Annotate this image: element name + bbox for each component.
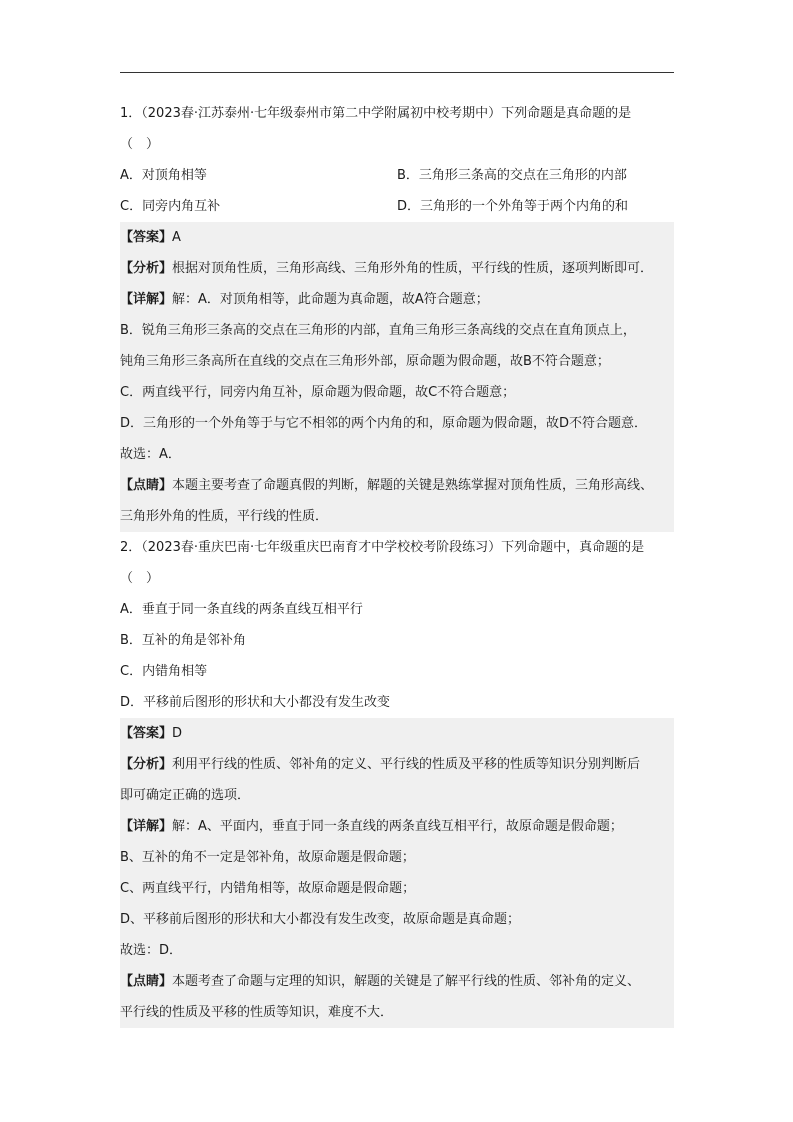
answer-tag: 【答案】	[120, 726, 173, 741]
q1-option-c: C．同旁内角互补	[120, 199, 221, 214]
answer-value: A	[172, 230, 181, 245]
analysis-tag: 【分析】	[120, 757, 173, 772]
q2-analysis-2: 即可确定正确的选项．	[120, 788, 251, 803]
q2-option-c: C．内错角相等	[120, 664, 208, 679]
q1-answer	[120, 222, 674, 253]
q2-comment-1	[120, 966, 674, 997]
detail-tag: 【详解】	[120, 292, 173, 307]
q1-options-row-2	[120, 191, 674, 222]
document-body	[120, 98, 674, 1028]
q1-detail-3: 钝角三角形三条高所在直线的交点在三角形外部，原命题为假命题，故B不符合题意；	[120, 354, 610, 369]
answer-value: D	[172, 726, 183, 741]
q2-answer	[120, 718, 674, 749]
detail-tag: 【详解】	[120, 819, 173, 834]
q2-option-b: B．互补的角是邻补角	[120, 633, 246, 648]
q2-detail-1	[120, 811, 674, 842]
header-rule	[120, 72, 674, 73]
comment-text: 本题主要考查了命题真假的判断，解题的关键是熟练掌握对顶角性质，三角形高线、	[172, 478, 654, 493]
q2-comment-2: 平行线的性质及平移的性质等知识，难度不大．	[120, 1005, 394, 1020]
q1-option-d: D．三角形的一个外角等于两个内角的和	[397, 199, 629, 214]
analysis-text: 根据对顶角性质，三角形高线、三角形外角的性质，平行线的性质，逐项判断即可．	[172, 261, 654, 276]
q1-detail-1	[120, 284, 674, 315]
q2-detail-3: C、两直线平行，内错角相等，故原命题是假命题；	[120, 881, 416, 896]
q1-comment-2: 三角形外角的性质，平行线的性质．	[120, 509, 329, 524]
q1-detail-5: D．三角形的一个外角等于与它不相邻的两个内角的和，原命题为假命题，故D不符合题意．	[120, 416, 648, 431]
answer-tag: 【答案】	[120, 230, 173, 245]
q2-analysis-1	[120, 749, 674, 780]
q2-stem: 2．（2023春·重庆巴南·七年级重庆巴南育才中学校校考阶段练习）下列命题中，真命题的是	[120, 540, 645, 555]
q1-options-row-1	[120, 160, 674, 191]
detail-text: 解：A、平面内，垂直于同一条直线的两条直线互相平行，故原命题是假命题；	[172, 819, 623, 834]
q2-option-a: A．垂直于同一条直线的两条直线互相平行	[120, 602, 363, 617]
q2-detail-4: D、平移前后图形的形状和大小都没有发生改变，故原命题是真命题；	[120, 912, 521, 927]
q1-choose: 故选：A．	[120, 447, 181, 462]
q1-option-b: B．三角形三条高的交点在三角形的内部	[397, 168, 627, 183]
comment-tag: 【点睛】	[120, 974, 173, 989]
q2-choose: 故选：D．	[120, 943, 183, 958]
q1-option-a: A．对顶角相等	[120, 168, 207, 183]
q1-analysis	[120, 253, 674, 284]
q1-detail-2: B．锐角三角形三条高的交点在三角形的内部，直角三角形三条高线的交点在直角顶点上，	[120, 323, 636, 338]
analysis-tag: 【分析】	[120, 261, 173, 276]
q1-comment-1	[120, 470, 674, 501]
q1-solution-block	[120, 222, 674, 532]
q2-paren: （ ）	[120, 571, 160, 586]
q1-detail-4: C．两直线平行，同旁内角互补，原命题为假命题，故C不符合题意；	[120, 385, 516, 400]
q2-option-d: D．平移前后图形的形状和大小都没有发生改变	[120, 695, 391, 710]
comment-text: 本题考查了命题与定理的知识，解题的关键是了解平行线的性质、邻补角的定义、	[172, 974, 641, 989]
q2-detail-2: B、互补的角不一定是邻补角，故原命题是假命题；	[120, 850, 415, 865]
comment-tag: 【点睛】	[120, 478, 173, 493]
q1-stem: 1．（2023春·江苏泰州·七年级泰州市第二中学附属初中校考期中）下列命题是真命题的是	[120, 106, 632, 121]
q1-paren: （ ）	[120, 137, 160, 152]
analysis-text: 利用平行线的性质、邻补角的定义、平行线的性质及平移的性质等知识分别判断后	[172, 757, 641, 772]
q2-solution-block	[120, 718, 674, 1028]
detail-text: 解：A．对顶角相等，此命题为真命题，故A符合题意；	[172, 292, 489, 307]
